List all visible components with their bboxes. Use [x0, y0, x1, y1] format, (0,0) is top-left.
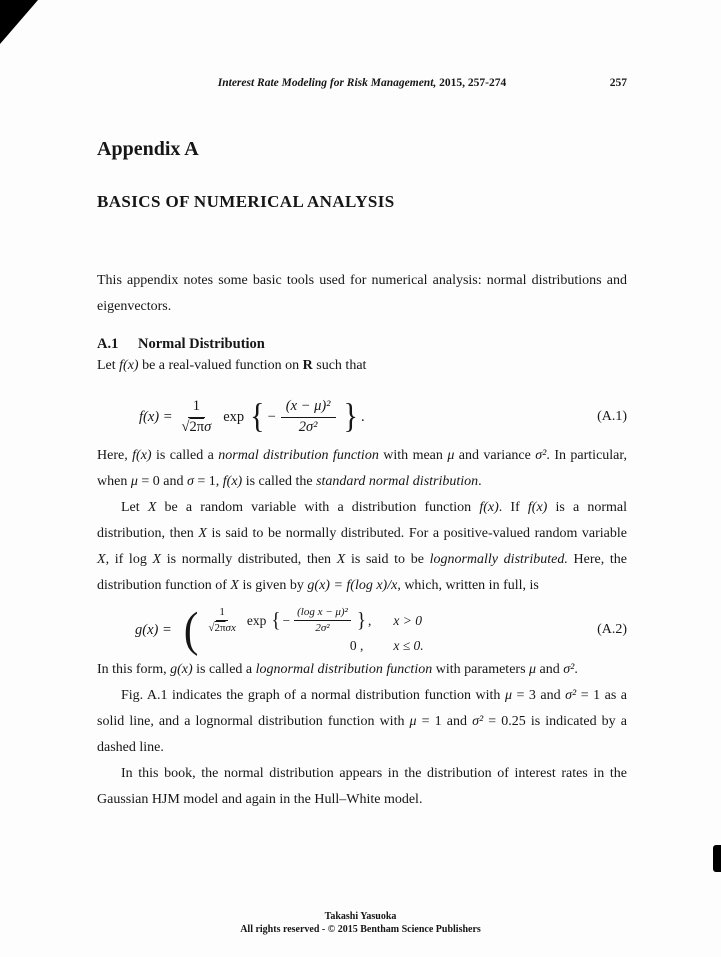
piecewise-cases — [204, 606, 455, 654]
paragraph-normal-def: Here, f(x) is called a normal distribution function with mean μ and variance σ². In particular, when μ = 0 and σ = 1, f(x) is called the standard normal distribution. — [97, 448, 627, 489]
footer-author: Takashi Yasuoka — [324, 911, 397, 922]
radicand: 2π — [214, 622, 226, 634]
scan-artifact-right-edge — [713, 845, 721, 872]
chapter-title: BASICS OF NUMERICAL ANALYSIS — [97, 192, 395, 211]
paragraph-lognormal-def: In this form, g(x) is called a lognormal distribution function with parameters μ and σ². — [97, 662, 578, 677]
appendix-title: Appendix A — [97, 138, 199, 160]
fraction-denominator: 2σ² — [315, 622, 330, 634]
page-content — [97, 0, 627, 957]
fraction — [208, 606, 235, 635]
page-footer — [0, 910, 721, 936]
equation-a2 — [97, 603, 627, 657]
scan-artifact-top-left — [0, 0, 38, 44]
section-title: Normal Distribution — [137, 336, 265, 352]
footer-copyright: All rights reserved - © 2015 Bentham Science Publishers — [240, 924, 481, 935]
exp-operator: exp — [223, 408, 245, 425]
case-2-condition: x ≤ 0. — [393, 638, 424, 654]
radicand: 2π — [189, 418, 205, 435]
eq-a1-lhs: f(x) = — [139, 408, 173, 425]
section-number: A.1 — [97, 336, 119, 352]
equation-a1 — [97, 391, 627, 443]
right-brace: } — [356, 608, 366, 633]
fraction-denominator — [182, 418, 212, 436]
section-heading — [97, 336, 627, 353]
fraction-numerator: (log x − μ)² — [294, 606, 351, 621]
paragraph-intro: This appendix notes some basic tools used for numerical analysis: normal distributions and eigenvectors. — [97, 273, 627, 314]
left-brace: { — [271, 608, 281, 633]
running-header — [97, 77, 627, 89]
equation-a1-body — [97, 398, 365, 436]
equation-label-a1: (A.1) — [597, 409, 627, 424]
sqrt-symbol: √ — [181, 418, 190, 435]
fraction — [281, 398, 336, 436]
journal-citation: Interest Rate Modeling for Risk Management, 2015, 257-274 — [217, 77, 507, 89]
case-1-expression — [204, 606, 371, 635]
fraction-numerator: 1 — [188, 398, 205, 417]
sigma-x-term: σx — [225, 622, 236, 634]
case-1-condition: x > 0 — [393, 612, 422, 628]
exp-operator: exp — [246, 612, 267, 628]
minus-sign: − — [267, 408, 276, 425]
page-number: 257 — [609, 77, 627, 89]
sqrt-symbol: √ — [208, 622, 215, 634]
equation-a2-body — [97, 602, 455, 657]
fraction-numerator: 1 — [216, 606, 228, 621]
right-brace: } — [343, 397, 358, 436]
case-2-expression: 0 , — [349, 638, 364, 654]
eq-a2-lhs: g(x) = — [135, 621, 172, 638]
sigma-term: σ — [204, 418, 212, 435]
paragraph-figure-ref: Fig. A.1 indicates the graph of a normal distribution function with μ = 3 and σ² = 1 as a solid line, and a lognormal distribution function with μ = 1 and σ² = 0.25 is indicated by a dashed line. — [97, 688, 628, 755]
left-brace: { — [250, 397, 265, 436]
fraction — [182, 398, 212, 436]
equation-label-a2: (A.2) — [597, 622, 627, 637]
fraction-denominator: 2σ² — [298, 418, 318, 435]
paragraph-random-variable: Let X be a random variable with a distribution function f(x). If f(x) is a normal distribution, then X is said to be normally distributed. For a positive-valued random variable X, if log X is normally distributed, then X is said to be lognormally distributed. Here, the distribution function of X is given by g(x) = f(log x)/x, which, written in full, is — [97, 500, 628, 593]
body-text — [97, 268, 627, 813]
fraction-denominator — [208, 621, 235, 635]
paragraph-lead: Let f(x) be a real-valued function on R such that — [97, 358, 367, 373]
left-parenthesis: ( — [183, 602, 199, 657]
fraction-numerator: (x − μ)² — [281, 398, 336, 417]
minus-sign: − — [282, 612, 291, 628]
paragraph-book-note: In this book, the normal distribution appears in the distribution of interest rates in the Gaussian HJM model and again in the Hull–White model. — [97, 766, 627, 807]
fraction — [294, 606, 351, 635]
period: . — [360, 408, 365, 425]
comma: , — [367, 612, 372, 628]
